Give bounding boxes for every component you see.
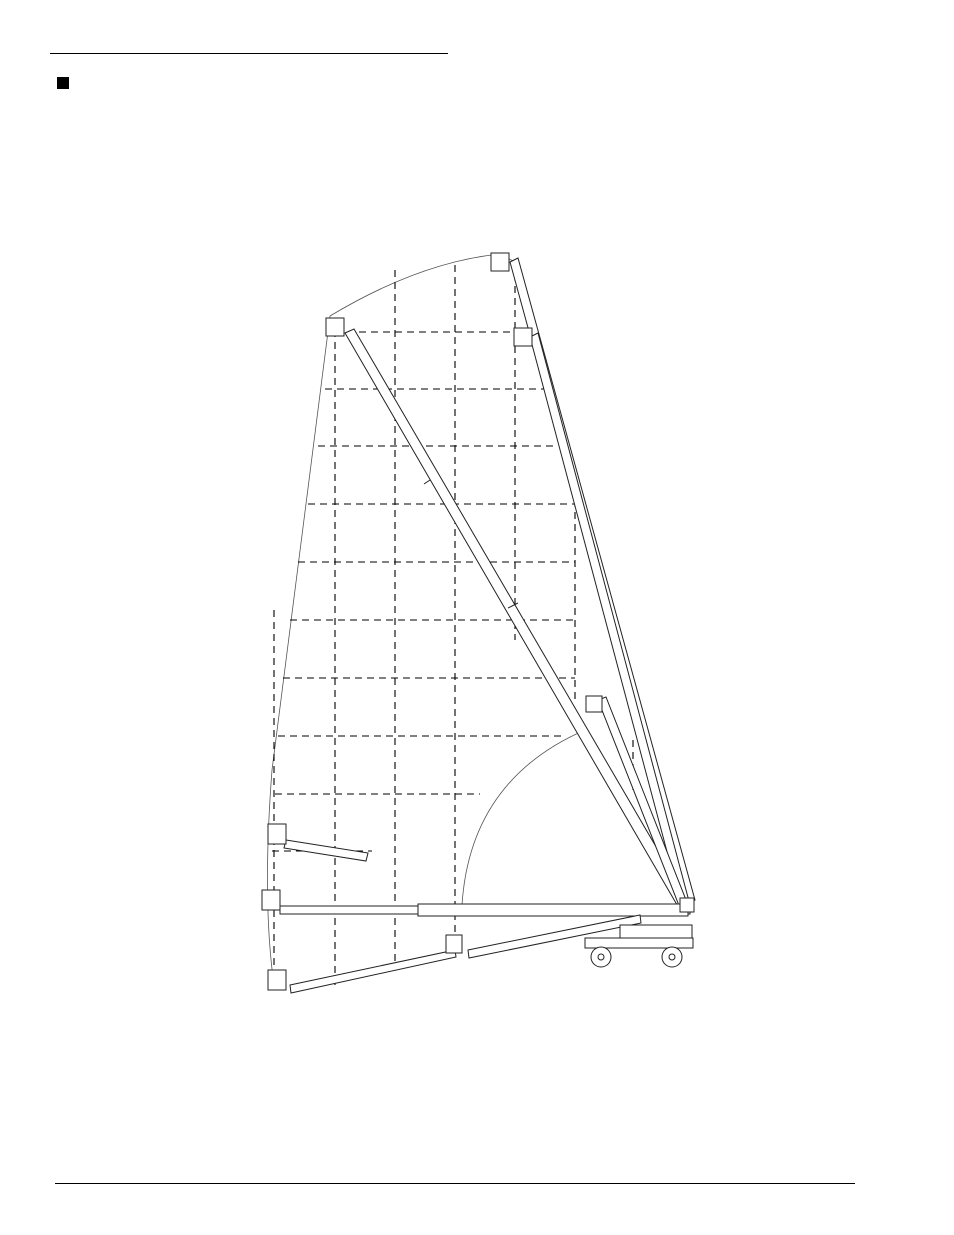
boom-second-high [514,328,690,908]
swing-arc [462,730,585,905]
boom-max-reach [326,318,690,910]
dashed-envelope [272,262,633,985]
boom-low-platform [446,915,641,958]
boom-upper-left [268,824,368,861]
boom-below-grade [268,950,456,993]
boom-horizontal [262,890,690,916]
footer-rule [55,1183,855,1184]
